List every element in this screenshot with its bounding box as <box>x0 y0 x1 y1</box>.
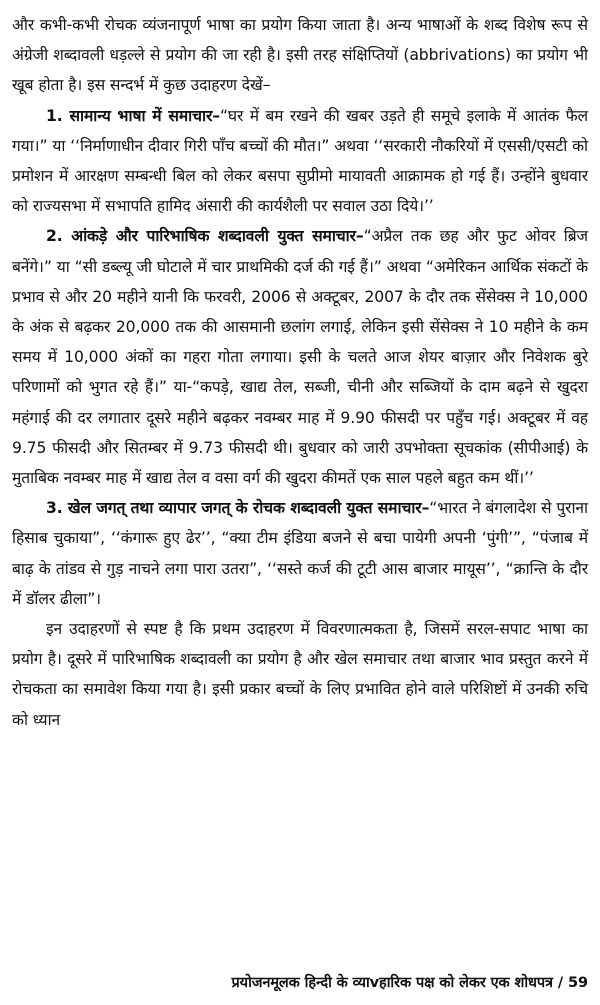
conclusion-text: इन उदाहरणों से स्पष्ट है कि प्रथम उदाहरण में विवरणात्मकता है, जिसमें सरल-सपाट भाषा का प्रयोग है। दूसरे में पारिभाषिक शब्दावली का प्रयोग है और खेल समाचार तथा बाजार भाव प्रस्तुत करने में रोचकता का समावेश किया गया है। इसी प्रकार बच्चों के लिए प्रभावित होने वाले परिशिष्टों में उनकी रुचि को ध्यान <box>12 620 588 729</box>
example-3-heading: 3. खेल जगत् तथा व्यापार जगत् के रोचक शब्दावली युक्त समाचार– <box>46 499 430 518</box>
conclusion-paragraph <box>12 614 588 735</box>
example-3-text: “भारत ने बंगलादेश से पुराना हिसाब चुकाया”, ‘‘कंगारू हुए ढेर’’, “क्या टीम इंडिया बजने से बचा पायेगी अपनी ‘पुंगी’”, “पंजाब में बाढ़ के तांडव से गुड़ नाचने लगा पारा उतरा”, ‘‘सस्ते कर्ज की टूटी आस बाजार मायूस’’, “क्रान्ति के दौर में डॉलर ढीला”। <box>12 499 588 608</box>
example-2-heading: 2. आंकड़े और पारिभाषिक शब्दावली युक्त समाचार– <box>46 227 364 246</box>
page-footer <box>12 972 588 992</box>
example-1-paragraph <box>12 101 588 222</box>
example-1-heading: 1. सामान्य भाषा में समाचार– <box>46 106 220 125</box>
page-number: 59 <box>568 975 588 991</box>
example-2-text: “अप्रैल तक छह और फुट ओवर ब्रिज बनेंगे।” या “सी डब्ल्यू जी घोटाले में चार प्राथमिकी दर्ज की गई हैं।” अथवा “अमेरिकन आर्थिक संकटों के प्रभाव से और 20 महीने यानी कि फरवरी, 2006 से अक्टूबर, 2007 के दौर तक सेंसेक्स ने 10,000 के अंक से बढ़कर 20,000 तक की आसमानी छलांग लगाई, लेकिन इसी सेंसेक्स ने 10 महीने के कम समय में 10,000 अंकों का गहरा गोता लगाया। इसी के चलते आज शेयर बाज़ार और निवेशक बुरे परिणामों को भुगत रहे हैं।” या-“कपड़े, खाद्य तेल, सब्जी, चीनी और सब्जियों के दाम बढ़ने से खुदरा महंगाई की दर लगातार दूसरे महीने बढ़कर नवम्बर माह में 9.90 फीसदी पर पहुँच गई। अक्टूबर में वह 9.75 फीसदी और सितम्बर में 9.73 फीसदी थी। बुधवार को जारी उपभोक्ता सूचकांक (सीपीआई) के मुताबिक नवम्बर माह में खाद्य तेल व वसा वर्ग की खुदरा कीमतें एक साल पहले बहुत कम थीं।’’ <box>12 227 589 488</box>
footer-separator: / <box>557 975 564 991</box>
example-1-text: “घर में बम रखने की खबर उड़ते ही समूचे इलाके में आतंक फैल गया।” या ‘‘निर्माणाधीन दीवार गिरी पाँच बच्चों की मौत।” अथवा ‘‘सरकारी नौकरियों में एससी/एसटी को प्रमोशन में आरक्षण सम्बन्धी बिल को लेकर बसपा सुप्रीमो मायावती आक्रामक हो गई हैं। उन्होंने बुधवार को राज्यसभा में सभापति हामिद अंसारी की कार्यशैली पर सवाल उठा दिये।’’ <box>12 106 588 216</box>
example-3-paragraph <box>12 493 588 614</box>
running-title: प्रयोजनमूलक हिन्दी के व्याvहारिक पक्ष को लेकर एक शोधपत्र <box>231 975 553 991</box>
paragraph-text: और कभी-कभी रोचक व्यंजनापूर्ण भाषा का प्रयोग किया जाता है। अन्य भाषाओं के शब्द विशेष रूप से अंग्रेजी शब्दावली धड़ल्ले से प्रयोग की जा रही है। इसी तरह संक्षिप्तियों (abbrivations) का प्रयोग भी खूब होता है। इस सन्दर्भ में कुछ उदाहरण देखें– <box>12 16 588 95</box>
intro-paragraph <box>12 10 588 101</box>
example-2-paragraph <box>12 221 588 493</box>
page-body <box>12 10 588 735</box>
